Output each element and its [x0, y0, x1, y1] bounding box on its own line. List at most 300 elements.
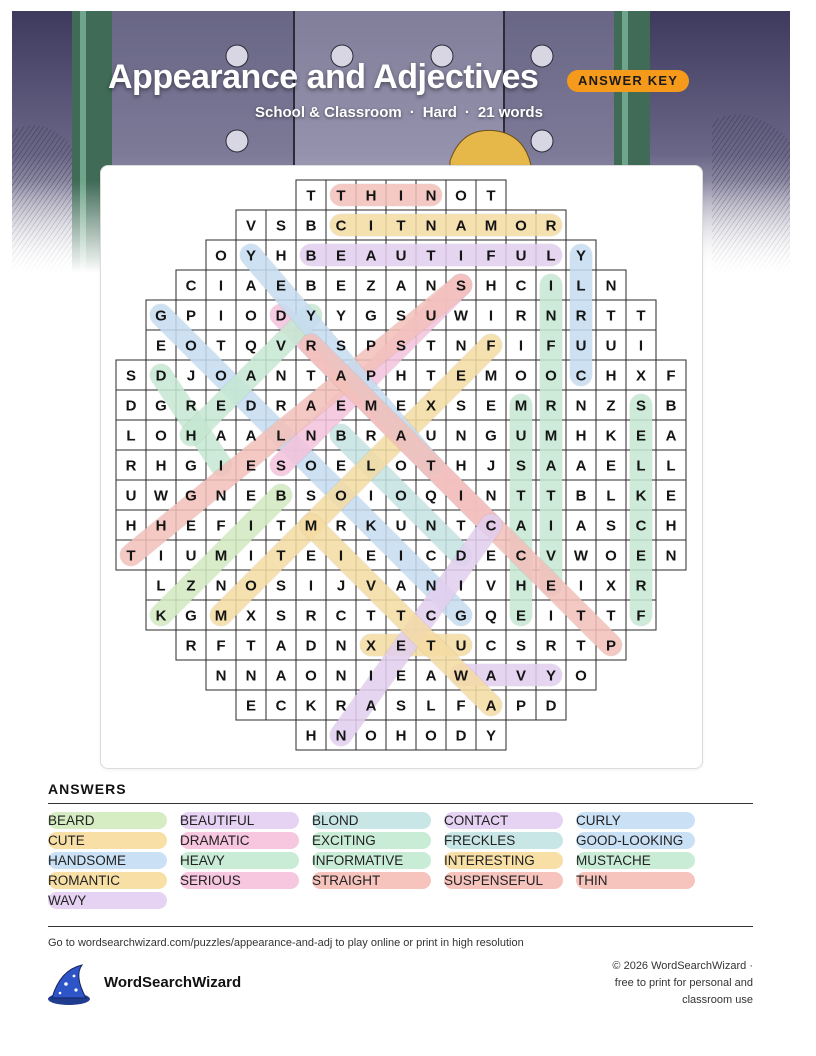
grid-letter: N — [425, 187, 437, 205]
grid-letter: R — [515, 307, 527, 325]
grid-letter: F — [216, 637, 226, 655]
grid-letter: R — [275, 397, 287, 415]
grid-letter: T — [576, 637, 586, 655]
grid-letter: E — [485, 547, 497, 565]
grid-letter: H — [125, 517, 137, 535]
grid-letter: O — [455, 187, 467, 205]
grid-letter: I — [158, 547, 164, 565]
grid-letter: I — [548, 277, 554, 295]
grid-letter: E — [635, 547, 647, 565]
grid-letter: U — [515, 427, 527, 445]
grid-letter: C — [275, 697, 287, 715]
grid-letter: Q — [425, 487, 437, 505]
copyright-line: classroom use — [682, 994, 753, 1006]
grid-letter: A — [245, 277, 257, 295]
grid-letter: O — [215, 247, 227, 265]
grid-letter: E — [545, 577, 557, 595]
grid-letter: T — [516, 487, 526, 505]
grid-letter: G — [155, 307, 167, 325]
grid-letter: N — [575, 397, 587, 415]
grid-letter: S — [515, 637, 527, 655]
grid-letter: F — [546, 337, 556, 355]
grid-letter: H — [185, 427, 197, 445]
grid-letter: H — [155, 457, 167, 475]
answers-heading: ANSWERS — [48, 781, 127, 797]
grid-letter: O — [215, 367, 227, 385]
grid-letter: S — [395, 337, 407, 355]
grid-letter: G — [185, 457, 197, 475]
grid-letter: T — [306, 187, 316, 205]
answer-word: HANDSOME — [48, 852, 167, 869]
grid-letter: H — [575, 427, 587, 445]
grid-letter: A — [425, 667, 437, 685]
grid-letter: E — [605, 457, 617, 475]
copyright-line: © 2026 WordSearchWizard · — [612, 960, 753, 972]
grid-letter: X — [425, 397, 437, 415]
grid-letter: I — [548, 607, 554, 625]
grid-letter: H — [275, 247, 287, 265]
answer-word: DRAMATIC — [180, 832, 299, 849]
grid-letter: B — [575, 487, 587, 505]
grid-letter: U — [575, 337, 587, 355]
grid-letter: C — [485, 517, 497, 535]
grid-letter: E — [215, 397, 227, 415]
difficulty-label: Hard — [422, 104, 457, 121]
grid-letter: A — [395, 277, 407, 295]
grid-letter: T — [606, 607, 616, 625]
grid-letter: X — [635, 367, 647, 385]
grid-letter: Y — [485, 727, 497, 745]
grid-letter: O — [545, 367, 557, 385]
grid-letter: M — [484, 367, 498, 385]
grid-letter: J — [486, 457, 496, 475]
answer-word: CUTE — [48, 832, 167, 849]
answer-word: WAVY — [48, 892, 167, 909]
grid-letter: I — [518, 337, 524, 355]
grid-letter: T — [126, 547, 136, 565]
answer-word: BEARD — [48, 812, 167, 829]
grid-letter: N — [545, 307, 557, 325]
grid-letter: M — [214, 607, 228, 625]
grid-letter: W — [453, 307, 469, 325]
grid-letter: T — [366, 607, 376, 625]
grid-letter: F — [216, 517, 226, 535]
grid-letter: T — [306, 367, 316, 385]
answer-word: INFORMATIVE — [312, 852, 431, 869]
grid-letter: D — [245, 397, 257, 415]
copyright-notice — [553, 958, 753, 1009]
grid-letter: U — [605, 337, 617, 355]
grid-letter: T — [576, 607, 586, 625]
grid-letter: R — [545, 637, 557, 655]
grid-letter: V — [515, 667, 527, 685]
grid-letter: N — [425, 577, 437, 595]
grid-letter: L — [426, 697, 436, 715]
grid-letter: A — [515, 517, 527, 535]
grid-letter: O — [245, 577, 257, 595]
grid-letter: A — [365, 697, 377, 715]
grid-letter: N — [275, 367, 287, 385]
grid-letter: T — [636, 307, 646, 325]
grid-letter: J — [336, 577, 346, 595]
grid-letter: U — [515, 247, 527, 265]
grid-letter: W — [153, 487, 169, 505]
grid-letter: N — [425, 517, 437, 535]
grid-letter: E — [185, 517, 197, 535]
grid-letter: C — [485, 637, 497, 655]
grid-letter: L — [126, 427, 136, 445]
grid-letter: Y — [245, 247, 257, 265]
grid-letter: S — [335, 337, 347, 355]
grid-letter: E — [245, 697, 257, 715]
grid-letter: T — [426, 637, 436, 655]
grid-letter: K — [605, 427, 617, 445]
grid-letter: M — [364, 397, 378, 415]
grid-letter: A — [575, 517, 587, 535]
grid-letter: Q — [245, 337, 257, 355]
grid-letter: D — [155, 367, 167, 385]
grid-letter: T — [336, 187, 346, 205]
grid-letter: U — [395, 247, 407, 265]
grid-letter: R — [575, 307, 587, 325]
answer-word: BLOND — [312, 812, 431, 829]
grid-letter: M — [544, 427, 558, 445]
answer-word: MUSTACHE — [576, 852, 695, 869]
grid-letter: N — [425, 217, 437, 235]
grid-letter: N — [305, 427, 317, 445]
grid-letter: I — [458, 247, 464, 265]
grid-letter: P — [185, 307, 197, 325]
grid-letter: K — [155, 607, 167, 625]
grid-letter: E — [305, 547, 317, 565]
grid-letter: Y — [305, 307, 317, 325]
grid-letter: W — [573, 547, 589, 565]
copyright-line: free to print for personal and — [614, 977, 753, 989]
grid-letter: S — [515, 457, 527, 475]
grid-letter: I — [368, 487, 374, 505]
grid-letter: T — [216, 337, 226, 355]
grid-letter: O — [395, 457, 407, 475]
grid-letter: U — [395, 517, 407, 535]
grid-letter: S — [275, 577, 287, 595]
grid-letter: B — [335, 427, 347, 445]
grid-letter: I — [218, 307, 224, 325]
grid-letter: A — [275, 637, 287, 655]
grid-letter: A — [545, 457, 557, 475]
grid-letter: T — [456, 517, 466, 535]
grid-letter: Z — [186, 577, 196, 595]
grid-letter: E — [365, 547, 377, 565]
grid-letter: K — [305, 697, 317, 715]
grid-letter: O — [605, 547, 617, 565]
grid-letter: T — [246, 637, 256, 655]
grid-letter: A — [575, 457, 587, 475]
grid-letter: A — [665, 427, 677, 445]
grid-letter: W — [453, 667, 469, 685]
grid-letter: H — [155, 517, 167, 535]
grid-letter: B — [665, 397, 677, 415]
answer-word: STRAIGHT — [312, 872, 431, 889]
grid-letter: T — [606, 307, 616, 325]
grid-letter: A — [485, 697, 497, 715]
grid-letter: I — [338, 547, 344, 565]
grid-letter: H — [395, 367, 407, 385]
grid-letter: O — [185, 337, 197, 355]
grid-letter: X — [245, 607, 257, 625]
grid-letter: A — [245, 427, 257, 445]
grid-letter: L — [546, 247, 556, 265]
grid-letter: G — [455, 607, 467, 625]
grid-letter: D — [455, 547, 467, 565]
grid-letter: G — [185, 607, 197, 625]
grid-letter: N — [215, 667, 227, 685]
grid-letter: M — [214, 547, 228, 565]
grid-letter: H — [365, 187, 377, 205]
grid-letter: I — [308, 577, 314, 595]
grid-letter: J — [186, 367, 196, 385]
grid-letter: T — [426, 247, 436, 265]
footer-divider — [48, 926, 753, 927]
grid-letter: N — [245, 667, 257, 685]
grid-letter: S — [125, 367, 137, 385]
grid-letter: N — [485, 487, 497, 505]
grid-letter: E — [485, 397, 497, 415]
grid-letter: C — [425, 547, 437, 565]
grid-letter: T — [396, 607, 406, 625]
grid-letter: B — [305, 247, 317, 265]
grid-letter: D — [455, 727, 467, 745]
wizard-hat-icon — [46, 962, 92, 1006]
grid-letter: T — [426, 457, 436, 475]
grid-letter: I — [458, 577, 464, 595]
grid-letter: M — [484, 217, 498, 235]
grid-letter: S — [275, 217, 287, 235]
grid-letter: U — [425, 427, 437, 445]
grid-letter: B — [275, 487, 287, 505]
play-online-link-text[interactable]: Go to wordsearchwizard.com/puzzles/appearance-and-adj to play online or print in high resolution — [48, 937, 524, 949]
puzzle-meta — [255, 104, 543, 121]
grid-letter: H — [485, 277, 497, 295]
grid-letter: D — [305, 637, 317, 655]
grid-letter: E — [275, 277, 287, 295]
grid-letter: A — [275, 667, 287, 685]
meta-separator: · — [464, 104, 470, 121]
grid-letter: L — [366, 457, 376, 475]
grid-letter: V — [245, 217, 257, 235]
grid-letter: F — [486, 337, 496, 355]
grid-letter: I — [368, 217, 374, 235]
brand-name: WordSearchWizard — [104, 974, 242, 991]
grid-letter: C — [185, 277, 197, 295]
grid-letter: S — [395, 307, 407, 325]
grid-letter: E — [395, 637, 407, 655]
grid-letter: T — [426, 337, 436, 355]
grid-letter: T — [546, 487, 556, 505]
grid-letter: E — [335, 247, 347, 265]
grid-letter: U — [185, 547, 197, 565]
grid-letter: E — [395, 667, 407, 685]
grid-letter: O — [305, 457, 317, 475]
answer-word: INTERESTING — [444, 852, 563, 869]
grid-letter: F — [486, 247, 496, 265]
grid-letter: N — [215, 577, 227, 595]
grid-letter: V — [485, 577, 497, 595]
grid-letter: D — [545, 697, 557, 715]
answers-divider — [48, 803, 753, 804]
answer-key-badge: ANSWER KEY — [567, 70, 689, 92]
answer-word: BEAUTIFUL — [180, 812, 299, 829]
grid-letter: Z — [366, 277, 376, 295]
grid-letter: A — [485, 667, 497, 685]
grid-letter: O — [155, 427, 167, 445]
grid-letter: O — [305, 667, 317, 685]
grid-letter: O — [515, 367, 527, 385]
grid-letter: L — [576, 277, 586, 295]
grid-letter: V — [545, 547, 557, 565]
grid-letter: A — [365, 247, 377, 265]
meta-separator: · — [409, 104, 415, 121]
grid-letter: C — [635, 517, 647, 535]
grid-letter: I — [638, 337, 644, 355]
grid-letter: I — [578, 577, 584, 595]
grid-letter: T — [276, 517, 286, 535]
grid-letter: S — [395, 697, 407, 715]
grid-letter: R — [305, 607, 317, 625]
grid-letter: A — [395, 577, 407, 595]
grid-letter: N — [605, 277, 617, 295]
grid-letter: V — [275, 337, 287, 355]
grid-letter: C — [515, 547, 527, 565]
grid-letter: I — [248, 547, 254, 565]
grid-letter: N — [335, 667, 347, 685]
grid-letter: O — [515, 217, 527, 235]
answer-word: FRECKLES — [444, 832, 563, 849]
grid-letter: L — [156, 577, 166, 595]
answer-word: SUSPENSEFUL — [444, 872, 563, 889]
grid-letter: H — [455, 457, 467, 475]
grid-letter: L — [666, 457, 676, 475]
grid-letter: V — [365, 577, 377, 595]
grid-letter: E — [155, 337, 167, 355]
grid-letter: S — [635, 397, 647, 415]
grid-letter: E — [335, 397, 347, 415]
grid-letter: M — [304, 517, 318, 535]
grid-letter: M — [514, 397, 528, 415]
grid-letter: H — [665, 517, 677, 535]
grid-letter: O — [395, 487, 407, 505]
grid-letter: R — [365, 427, 377, 445]
puzzle-card — [100, 165, 703, 769]
grid-letter: B — [305, 277, 317, 295]
grid-letter: A — [245, 367, 257, 385]
grid-letter: A — [335, 367, 347, 385]
grid-letter: N — [665, 547, 677, 565]
grid-letter: U — [455, 637, 467, 655]
grid-letter: I — [248, 517, 254, 535]
grid-letter: R — [335, 517, 347, 535]
grid-letter: X — [605, 577, 617, 595]
grid-letter: R — [185, 637, 197, 655]
grid-letter: O — [335, 487, 347, 505]
grid-letter: E — [665, 487, 677, 505]
grid-letter: S — [455, 277, 467, 295]
answer-word: HEAVY — [180, 852, 299, 869]
grid-letter: Y — [575, 247, 587, 265]
grid-letter: E — [335, 457, 347, 475]
grid-letter: E — [245, 487, 257, 505]
grid-letter: U — [425, 307, 437, 325]
grid-letter: C — [425, 607, 437, 625]
grid-letter: O — [425, 727, 437, 745]
word-count-label: 21 words — [477, 104, 543, 121]
grid-letter: C — [515, 277, 527, 295]
grid-letter: A — [455, 217, 467, 235]
answer-word: EXCITING — [312, 832, 431, 849]
grid-letter: L — [636, 457, 646, 475]
grid-letter: T — [276, 547, 286, 565]
grid-letter: F — [666, 367, 676, 385]
grid-letter: N — [215, 487, 227, 505]
grid-letter: A — [215, 427, 227, 445]
grid-letter: O — [245, 307, 257, 325]
grid-letter: F — [456, 697, 466, 715]
word-search-grid — [101, 166, 702, 768]
grid-letter: P — [365, 367, 377, 385]
grid-letter: R — [185, 397, 197, 415]
grid-letter: E — [455, 367, 467, 385]
grid-letter: G — [185, 487, 197, 505]
answer-word: GOOD-LOOKING — [576, 832, 695, 849]
grid-letter: S — [455, 397, 467, 415]
grid-letter: T — [396, 217, 406, 235]
grid-letter: D — [275, 307, 287, 325]
grid-letter: R — [635, 577, 647, 595]
grid-letter: L — [606, 487, 616, 505]
grid-letter: I — [488, 307, 494, 325]
grid-letter: E — [245, 457, 257, 475]
grid-letter: D — [125, 397, 137, 415]
grid-letter: P — [515, 697, 527, 715]
grid-letter: R — [335, 697, 347, 715]
grid-letter: N — [455, 337, 467, 355]
grid-letter: U — [125, 487, 137, 505]
grid-letter: I — [368, 667, 374, 685]
grid-letter: G — [365, 307, 377, 325]
grid-letter: I — [398, 547, 404, 565]
grid-letter: I — [218, 457, 224, 475]
grid-letter: L — [276, 427, 286, 445]
grid-letter: X — [365, 637, 377, 655]
grid-letter: N — [335, 637, 347, 655]
grid-letter: C — [335, 607, 347, 625]
grid-letter: G — [155, 397, 167, 415]
answer-word: CONTACT — [444, 812, 563, 829]
grid-letter: R — [545, 217, 557, 235]
grid-letter: K — [365, 517, 377, 535]
grid-letter: E — [635, 427, 647, 445]
grid-letter: H — [305, 727, 317, 745]
grid-letter: R — [125, 457, 137, 475]
grid-letter: P — [365, 337, 377, 355]
grid-letter: N — [335, 727, 347, 745]
grid-letter: I — [398, 187, 404, 205]
grid-letter: C — [575, 367, 587, 385]
page-title: Appearance and Adjectives — [108, 58, 539, 96]
grid-letter: N — [455, 427, 467, 445]
grid-letter: E — [515, 607, 527, 625]
grid-letter: A — [305, 397, 317, 415]
grid-letter: I — [458, 487, 464, 505]
